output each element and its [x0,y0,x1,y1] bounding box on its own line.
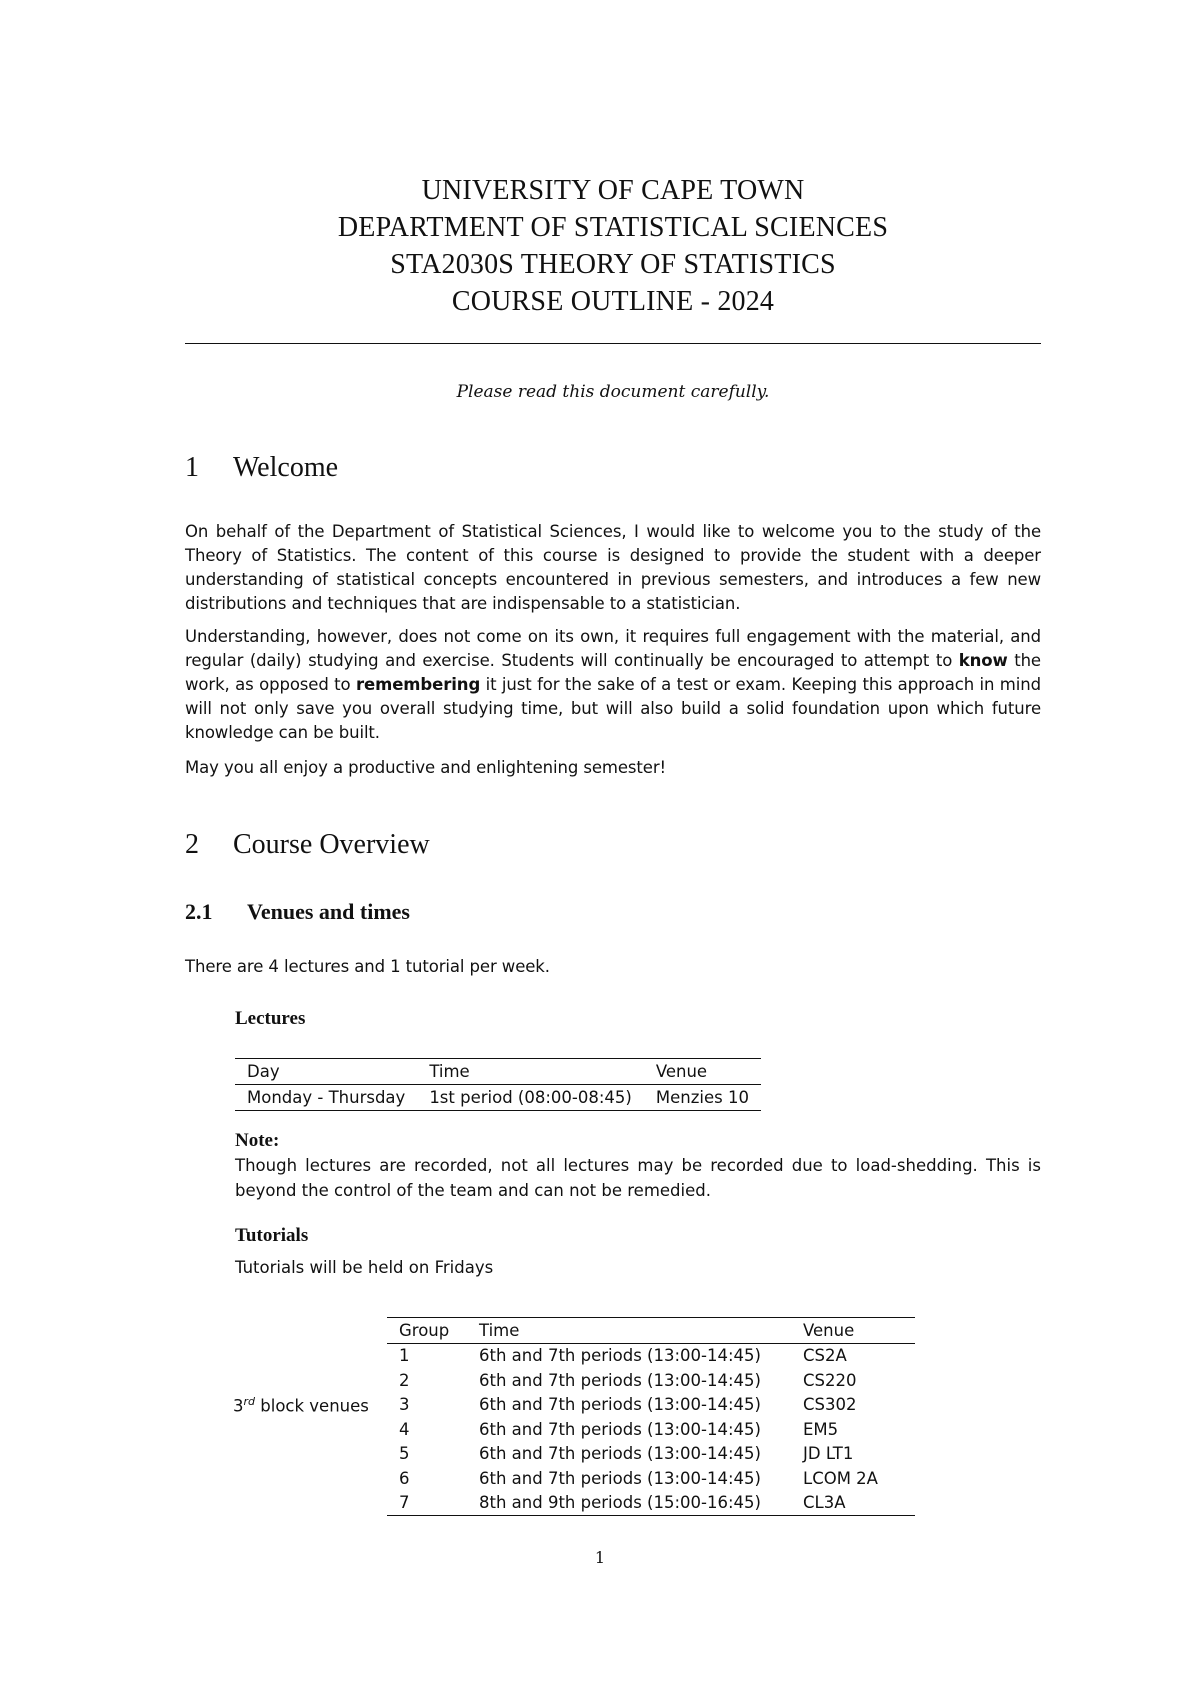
welcome-paragraph-1: On behalf of the Department of Statistical Sciences, I would like to welcome you to the study of the Theory of Statistics. The content of this course is designed to provide the student with a deeper understanding of statistical concepts encountered in previous semesters, and introduces a few new distributions and techniques that are indispensable to a statistician. [185,522,1041,613]
section-heading-course-overview [185,829,430,861]
cell-time: 8th and 9th periods (15:00-16:45) [479,1493,761,1513]
cell-group: 4 [399,1419,410,1439]
table-row [235,1085,761,1111]
section-number: 2 [185,829,199,860]
block-number: 3 [233,1396,244,1416]
table-row [387,1491,915,1516]
tutorials-table [387,1317,915,1516]
lectures-label: Lectures [235,1008,306,1029]
venues-intro: There are 4 lectures and 1 tutorial per week. [185,957,550,976]
section-title: Welcome [233,452,339,483]
subsection-number: 2.1 [185,899,213,924]
cell-time: 1st period (08:00-08:45) [429,1087,632,1107]
section-title: Course Overview [233,829,430,860]
cell-group: 1 [399,1346,410,1366]
cell-time: 6th and 7th periods (13:00-14:45) [479,1346,761,1366]
header-time: Time [479,1320,520,1340]
cell-group: 2 [399,1370,410,1390]
cell-group: 5 [399,1444,410,1464]
block-venues-label [233,1395,369,1416]
subsection-title: Venues and times [247,899,410,924]
para2-text-a: Understanding, however, does not come on its own, it requires full engagement with the material, and regular (daily) studying and exercise. Students will continually be encouraged to attempt to [185,627,1041,670]
table-row [387,1417,915,1442]
subsection-heading-venues [185,899,410,925]
table-row [387,1393,915,1418]
header-venue: Venue [655,1061,708,1081]
section-number: 1 [185,452,199,483]
header-time: Time [429,1061,470,1081]
emphasis-know: know [958,651,1008,670]
cell-venue: CS302 [803,1395,857,1415]
note-text: Though lectures are recorded, not all lectures may be recorded due to load-shedding. This is beyond the control of the team and can not be remedied. [235,1156,1041,1200]
cell-venue: Menzies 10 [655,1087,749,1107]
header-day: Day [247,1061,280,1081]
cell-time: 6th and 7th periods (13:00-14:45) [479,1419,761,1439]
cell-venue: CS220 [803,1370,857,1390]
block-text: block venues [255,1396,369,1416]
title-outline: COURSE OUTLINE - 2024 [451,286,775,317]
document-title [185,172,1041,320]
cell-venue: LCOM 2A [803,1468,878,1488]
title-course: STA2030S THEORY OF STATISTICS [390,249,836,280]
block-ordinal: rd [243,1395,256,1408]
table-row [387,1343,915,1368]
table-row [387,1442,915,1467]
cell-time: 6th and 7th periods (13:00-14:45) [479,1395,761,1415]
cell-venue: CS2A [803,1346,847,1366]
tutorials-intro: Tutorials will be held on Fridays [235,1258,494,1277]
section-heading-welcome [185,452,338,484]
para2-text-c: it just for the sake of a test or exam. Keeping this approach in mind will not only save you overall studying time, but will also build a solid foundation upon which future knowledge can be built. [185,675,1041,742]
para2-text-b: the work, as opposed to [185,651,1041,694]
table-header-row [387,1318,915,1344]
cell-day: Monday - Thursday [247,1087,406,1107]
cell-venue: JD LT1 [803,1444,854,1464]
table-row [387,1466,915,1491]
cell-venue: CL3A [803,1493,846,1513]
cell-group: 6 [399,1468,410,1488]
cell-time: 6th and 7th periods (13:00-14:45) [479,1468,761,1488]
table-header-row [235,1059,761,1085]
title-department: DEPARTMENT OF STATISTICAL SCIENCES [337,212,889,243]
tutorials-label: Tutorials [235,1225,309,1246]
cell-time: 6th and 7th periods (13:00-14:45) [479,1444,761,1464]
page-number: 1 [594,1548,606,1567]
title-divider [185,343,1041,344]
cell-group: 7 [399,1493,410,1513]
note-label: Note: [235,1130,280,1151]
emphasis-remembering: remembering [356,675,481,694]
header-venue: Venue [803,1320,855,1340]
lectures-table [235,1058,761,1111]
cell-venue: EM5 [803,1419,839,1439]
table-row [387,1368,915,1393]
read-carefully-note: Please read this document carefully. [456,382,770,402]
title-university: UNIVERSITY OF CAPE TOWN [421,175,805,206]
welcome-paragraph-3: May you all enjoy a productive and enlightening semester! [185,758,667,777]
welcome-paragraph-2 [185,625,1041,745]
cell-group: 3 [399,1395,410,1415]
cell-time: 6th and 7th periods (13:00-14:45) [479,1370,761,1390]
recording-note [235,1128,1041,1203]
header-group: Group [399,1320,450,1340]
